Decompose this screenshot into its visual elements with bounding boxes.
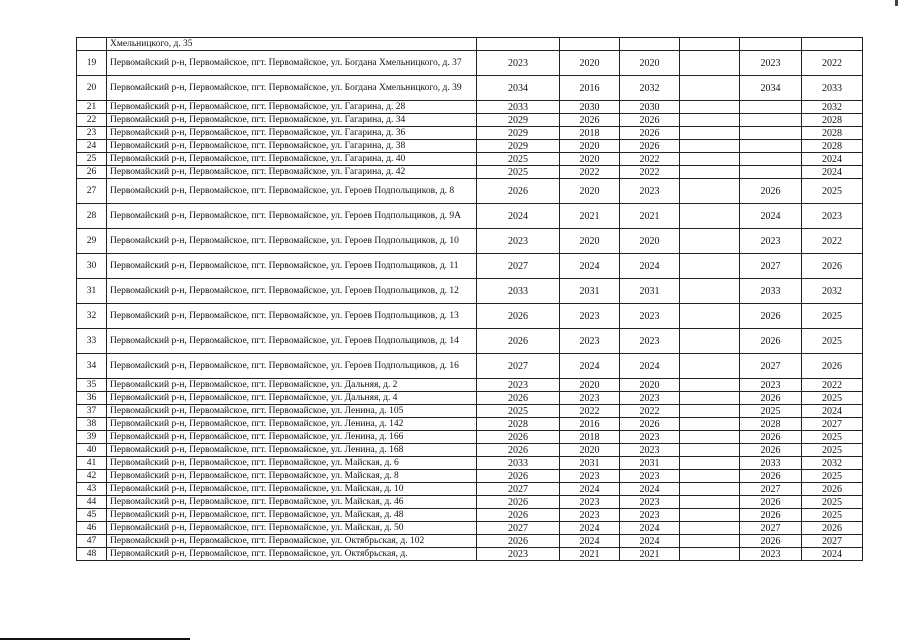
address-cell: Первомайский р-н, Первомайское, пгт. Первомайское, ул. Гагарина, д. 34 <box>107 114 477 127</box>
year-cell: 2024 <box>560 254 620 279</box>
year-cell: 2026 <box>620 418 680 431</box>
housing-schedule-table <box>76 37 863 561</box>
year-cell <box>477 38 560 51</box>
row-number-cell: 38 <box>77 418 107 431</box>
year-cell: 2020 <box>560 229 620 254</box>
row-number-cell: 32 <box>77 304 107 329</box>
year-cell: 2023 <box>620 329 680 354</box>
row-number-cell: 26 <box>77 166 107 179</box>
address-cell: Первомайский р-н, Первомайское, пгт. Первомайское, ул. Дальняя, д. 4 <box>107 392 477 405</box>
year-cell: 2027 <box>802 535 863 548</box>
address-cell: Первомайский р-н, Первомайское, пгт. Первомайское, ул. Октябрьская, д. <box>107 548 477 561</box>
address-cell: Первомайский р-н, Первомайское, пгт. Первомайское, ул. Майская, д. 6 <box>107 457 477 470</box>
year-cell <box>680 279 740 304</box>
year-cell: 2034 <box>477 76 560 101</box>
year-cell: 2023 <box>740 379 802 392</box>
year-cell <box>680 496 740 509</box>
year-cell <box>740 114 802 127</box>
row-number-cell: 34 <box>77 354 107 379</box>
table-row <box>77 329 863 354</box>
address-cell: Первомайский р-н, Первомайское, пгт. Первомайское, ул. Гагарина, д. 28 <box>107 101 477 114</box>
year-cell: 2026 <box>477 304 560 329</box>
row-number-cell: 30 <box>77 254 107 279</box>
table-row <box>77 114 863 127</box>
address-cell: Первомайский р-н, Первомайское, пгт. Первомайское, ул. Майская, д. 8 <box>107 470 477 483</box>
year-cell: 2033 <box>477 457 560 470</box>
year-cell: 2021 <box>620 204 680 229</box>
year-cell: 2026 <box>802 483 863 496</box>
row-number-cell: 40 <box>77 444 107 457</box>
year-cell: 2028 <box>740 418 802 431</box>
table-row <box>77 431 863 444</box>
year-cell: 2024 <box>560 483 620 496</box>
year-cell: 2032 <box>802 101 863 114</box>
row-number-cell: 23 <box>77 127 107 140</box>
table-row <box>77 101 863 114</box>
year-cell: 2020 <box>560 379 620 392</box>
year-cell: 2023 <box>560 392 620 405</box>
row-number-cell: 45 <box>77 509 107 522</box>
year-cell: 2022 <box>802 51 863 76</box>
year-cell: 2020 <box>560 51 620 76</box>
year-cell: 2021 <box>620 548 680 561</box>
row-number-cell: 46 <box>77 522 107 535</box>
year-cell <box>680 418 740 431</box>
year-cell: 2026 <box>477 444 560 457</box>
address-cell: Первомайский р-н, Первомайское, пгт. Первомайское, ул. Майская, д. 10 <box>107 483 477 496</box>
year-cell: 2023 <box>477 548 560 561</box>
row-number-cell: 25 <box>77 153 107 166</box>
year-cell: 2028 <box>802 140 863 153</box>
year-cell <box>680 431 740 444</box>
year-cell: 2024 <box>802 405 863 418</box>
year-cell: 2027 <box>802 418 863 431</box>
table-row <box>77 279 863 304</box>
year-cell <box>740 101 802 114</box>
year-cell <box>680 38 740 51</box>
year-cell: 2023 <box>740 548 802 561</box>
year-cell: 2026 <box>740 431 802 444</box>
year-cell <box>620 38 680 51</box>
year-cell: 2028 <box>802 127 863 140</box>
year-cell <box>680 535 740 548</box>
row-number-cell: 35 <box>77 379 107 392</box>
address-cell: Первомайский р-н, Первомайское, пгт. Первомайское, ул. Героев Подпольщиков, д. 10 <box>107 229 477 254</box>
year-cell: 2023 <box>477 51 560 76</box>
year-cell <box>680 329 740 354</box>
year-cell: 2025 <box>802 509 863 522</box>
year-cell: 2022 <box>620 405 680 418</box>
year-cell: 2025 <box>802 329 863 354</box>
year-cell: 2033 <box>740 279 802 304</box>
year-cell: 2025 <box>740 405 802 418</box>
year-cell: 2029 <box>477 127 560 140</box>
year-cell: 2027 <box>477 354 560 379</box>
year-cell: 2026 <box>620 114 680 127</box>
table-row <box>77 470 863 483</box>
year-cell: 2021 <box>560 548 620 561</box>
year-cell: 2026 <box>740 509 802 522</box>
year-cell: 2026 <box>620 127 680 140</box>
row-number-cell: 21 <box>77 101 107 114</box>
table-row <box>77 457 863 470</box>
year-cell: 2026 <box>740 392 802 405</box>
table-row <box>77 51 863 76</box>
year-cell: 2023 <box>620 509 680 522</box>
address-cell: Первомайский р-н, Первомайское, пгт. Первомайское, ул. Героев Подпольщиков, д. 13 <box>107 304 477 329</box>
year-cell <box>680 51 740 76</box>
year-cell: 2026 <box>740 304 802 329</box>
address-cell: Первомайский р-н, Первомайское, пгт. Первомайское, ул. Героев Подпольщиков, д. 14 <box>107 329 477 354</box>
year-cell <box>680 114 740 127</box>
year-cell: 2028 <box>802 114 863 127</box>
row-number-cell: 27 <box>77 179 107 204</box>
year-cell: 2025 <box>802 496 863 509</box>
year-cell: 2027 <box>740 254 802 279</box>
row-number-cell: 37 <box>77 405 107 418</box>
row-number-cell: 29 <box>77 229 107 254</box>
year-cell: 2023 <box>620 496 680 509</box>
year-cell <box>680 392 740 405</box>
year-cell <box>680 204 740 229</box>
year-cell: 2020 <box>560 444 620 457</box>
table-row <box>77 535 863 548</box>
year-cell: 2025 <box>802 444 863 457</box>
row-number-cell: 48 <box>77 548 107 561</box>
table-row <box>77 204 863 229</box>
year-cell: 2027 <box>477 483 560 496</box>
year-cell: 2024 <box>560 522 620 535</box>
year-cell <box>680 140 740 153</box>
year-cell: 2022 <box>802 379 863 392</box>
year-cell: 2029 <box>477 114 560 127</box>
address-cell: Первомайский р-н, Первомайское, пгт. Первомайское, ул. Майская, д. 50 <box>107 522 477 535</box>
year-cell <box>560 38 620 51</box>
year-cell: 2023 <box>620 304 680 329</box>
year-cell: 2026 <box>740 179 802 204</box>
year-cell: 2026 <box>477 509 560 522</box>
year-cell: 2024 <box>740 204 802 229</box>
address-cell: Первомайский р-н, Первомайское, пгт. Первомайское, ул. Богдана Хмельницкого, д. 39 <box>107 76 477 101</box>
year-cell: 2020 <box>560 153 620 166</box>
row-number-cell: 31 <box>77 279 107 304</box>
year-cell: 2033 <box>477 101 560 114</box>
address-cell: Первомайский р-н, Первомайское, пгт. Первомайское, ул. Богдана Хмельницкого, д. 37 <box>107 51 477 76</box>
year-cell: 2023 <box>477 379 560 392</box>
table-row <box>77 496 863 509</box>
year-cell <box>740 140 802 153</box>
year-cell: 2023 <box>620 179 680 204</box>
row-number-cell: 42 <box>77 470 107 483</box>
year-cell: 2023 <box>620 444 680 457</box>
year-cell <box>680 166 740 179</box>
year-cell: 2026 <box>477 329 560 354</box>
year-cell: 2033 <box>740 457 802 470</box>
year-cell: 2026 <box>740 496 802 509</box>
year-cell <box>680 179 740 204</box>
table-row <box>77 418 863 431</box>
year-cell <box>680 254 740 279</box>
year-cell: 2025 <box>802 304 863 329</box>
year-cell: 2026 <box>620 140 680 153</box>
year-cell: 2025 <box>477 153 560 166</box>
table-body <box>77 38 863 561</box>
table-row <box>77 229 863 254</box>
year-cell: 2023 <box>620 470 680 483</box>
address-cell: Первомайский р-н, Первомайское, пгт. Первомайское, ул. Героев Подпольщиков, д. 9А <box>107 204 477 229</box>
row-number-cell: 36 <box>77 392 107 405</box>
year-cell: 2030 <box>620 101 680 114</box>
row-number-cell: 20 <box>77 76 107 101</box>
row-number-cell: 41 <box>77 457 107 470</box>
year-cell: 2025 <box>477 405 560 418</box>
row-number-cell: 43 <box>77 483 107 496</box>
table-row <box>77 354 863 379</box>
year-cell <box>680 470 740 483</box>
address-cell: Первомайский р-н, Первомайское, пгт. Первомайское, ул. Гагарина, д. 40 <box>107 153 477 166</box>
year-cell <box>680 483 740 496</box>
year-cell: 2020 <box>560 140 620 153</box>
year-cell: 2031 <box>620 279 680 304</box>
year-cell: 2033 <box>477 279 560 304</box>
address-cell: Первомайский р-н, Первомайское, пгт. Первомайское, ул. Ленина, д. 105 <box>107 405 477 418</box>
year-cell: 2026 <box>560 114 620 127</box>
table-row <box>77 140 863 153</box>
address-cell: Первомайский р-н, Первомайское, пгт. Первомайское, ул. Гагарина, д. 36 <box>107 127 477 140</box>
address-cell: Первомайский р-н, Первомайское, пгт. Первомайское, ул. Героев Подпольщиков, д. 12 <box>107 279 477 304</box>
year-cell: 2023 <box>620 431 680 444</box>
row-number-cell: 28 <box>77 204 107 229</box>
year-cell: 2024 <box>620 483 680 496</box>
year-cell: 2031 <box>620 457 680 470</box>
year-cell: 2023 <box>560 304 620 329</box>
year-cell: 2032 <box>802 457 863 470</box>
year-cell: 2028 <box>477 418 560 431</box>
year-cell: 2024 <box>620 522 680 535</box>
year-cell: 2026 <box>740 444 802 457</box>
year-cell: 2024 <box>802 548 863 561</box>
year-cell <box>680 457 740 470</box>
year-cell: 2022 <box>560 166 620 179</box>
year-cell <box>680 379 740 392</box>
year-cell: 2032 <box>620 76 680 101</box>
year-cell: 2022 <box>620 153 680 166</box>
year-cell: 2023 <box>477 229 560 254</box>
year-cell: 2023 <box>802 204 863 229</box>
year-cell <box>680 229 740 254</box>
year-cell: 2026 <box>802 354 863 379</box>
year-cell <box>680 354 740 379</box>
row-number-cell <box>77 38 107 51</box>
year-cell: 2025 <box>802 392 863 405</box>
year-cell <box>680 444 740 457</box>
table-row <box>77 379 863 392</box>
year-cell: 2027 <box>740 354 802 379</box>
year-cell: 2027 <box>740 483 802 496</box>
year-cell <box>740 153 802 166</box>
year-cell: 2018 <box>560 431 620 444</box>
year-cell: 2024 <box>802 153 863 166</box>
year-cell: 2025 <box>802 431 863 444</box>
address-cell: Первомайский р-н, Первомайское, пгт. Первомайское, ул. Майская, д. 46 <box>107 496 477 509</box>
row-number-cell: 33 <box>77 329 107 354</box>
year-cell: 2027 <box>477 254 560 279</box>
year-cell: 2027 <box>477 522 560 535</box>
address-cell: Первомайский р-н, Первомайское, пгт. Первомайское, ул. Героев Подпольщиков, д. 8 <box>107 179 477 204</box>
year-cell: 2026 <box>477 431 560 444</box>
year-cell: 2023 <box>560 470 620 483</box>
year-cell: 2024 <box>560 535 620 548</box>
table-row <box>77 405 863 418</box>
year-cell <box>680 522 740 535</box>
row-number-cell: 22 <box>77 114 107 127</box>
table-row <box>77 522 863 535</box>
year-cell: 2024 <box>802 166 863 179</box>
address-cell: Первомайский р-н, Первомайское, пгт. Первомайское, ул. Гагарина, д. 42 <box>107 166 477 179</box>
year-cell: 2026 <box>740 535 802 548</box>
year-cell: 2020 <box>620 229 680 254</box>
address-cell: Первомайский р-н, Первомайское, пгт. Первомайское, ул. Гагарина, д. 38 <box>107 140 477 153</box>
year-cell: 2026 <box>740 329 802 354</box>
year-cell: 2032 <box>802 279 863 304</box>
table-row <box>77 179 863 204</box>
year-cell: 2026 <box>802 522 863 535</box>
table-row <box>77 254 863 279</box>
year-cell: 2020 <box>560 179 620 204</box>
year-cell: 2025 <box>802 470 863 483</box>
address-cell: Первомайский р-н, Первомайское, пгт. Первомайское, ул. Героев Подпольщиков, д. 11 <box>107 254 477 279</box>
year-cell: 2016 <box>560 418 620 431</box>
address-cell: Первомайский р-н, Первомайское, пгт. Первомайское, ул. Октябрьская, д. 102 <box>107 535 477 548</box>
address-cell: Первомайский р-н, Первомайское, пгт. Первомайское, ул. Ленина, д. 166 <box>107 431 477 444</box>
row-number-cell: 24 <box>77 140 107 153</box>
table-row <box>77 392 863 405</box>
address-cell: Первомайский р-н, Первомайское, пгт. Первомайское, ул. Героев Подпольщиков, д. 16 <box>107 354 477 379</box>
year-cell <box>680 153 740 166</box>
table-row <box>77 166 863 179</box>
year-cell: 2026 <box>477 535 560 548</box>
year-cell: 2023 <box>620 392 680 405</box>
year-cell <box>680 127 740 140</box>
table-row <box>77 509 863 522</box>
year-cell: 2027 <box>740 522 802 535</box>
year-cell <box>680 101 740 114</box>
year-cell: 2022 <box>802 229 863 254</box>
year-cell <box>802 38 863 51</box>
row-number-cell: 39 <box>77 431 107 444</box>
table-row <box>77 153 863 166</box>
year-cell <box>740 38 802 51</box>
year-cell: 2024 <box>620 535 680 548</box>
table-row <box>77 76 863 101</box>
year-cell: 2020 <box>620 379 680 392</box>
table-row <box>77 548 863 561</box>
year-cell: 2025 <box>477 166 560 179</box>
document-sheet <box>76 37 862 561</box>
year-cell <box>740 127 802 140</box>
year-cell: 2026 <box>477 392 560 405</box>
year-cell <box>740 166 802 179</box>
year-cell: 2024 <box>560 354 620 379</box>
year-cell: 2020 <box>620 51 680 76</box>
year-cell <box>680 548 740 561</box>
year-cell: 2025 <box>802 179 863 204</box>
address-cell: Первомайский р-н, Первомайское, пгт. Первомайское, ул. Ленина, д. 142 <box>107 418 477 431</box>
table-row <box>77 304 863 329</box>
address-cell: Первомайский р-н, Первомайское, пгт. Первомайское, ул. Ленина, д. 168 <box>107 444 477 457</box>
year-cell: 2023 <box>740 51 802 76</box>
table-row <box>77 444 863 457</box>
table-row-continuation <box>77 38 863 51</box>
year-cell: 2023 <box>740 229 802 254</box>
address-cell: Первомайский р-н, Первомайское, пгт. Первомайское, ул. Дальняя, д. 2 <box>107 379 477 392</box>
year-cell: 2026 <box>477 470 560 483</box>
year-cell <box>680 76 740 101</box>
year-cell: 2026 <box>802 254 863 279</box>
row-number-cell: 44 <box>77 496 107 509</box>
year-cell: 2022 <box>620 166 680 179</box>
year-cell: 2022 <box>560 405 620 418</box>
year-cell: 2023 <box>560 509 620 522</box>
year-cell: 2021 <box>560 204 620 229</box>
year-cell: 2031 <box>560 457 620 470</box>
table-row <box>77 483 863 496</box>
year-cell: 2026 <box>477 496 560 509</box>
year-cell: 2026 <box>740 470 802 483</box>
year-cell: 2031 <box>560 279 620 304</box>
year-cell: 2023 <box>560 329 620 354</box>
address-cell: Хмельницкого, д. 35 <box>107 38 477 51</box>
address-cell: Первомайский р-н, Первомайское, пгт. Первомайское, ул. Майская, д. 48 <box>107 509 477 522</box>
year-cell <box>680 509 740 522</box>
year-cell: 2018 <box>560 127 620 140</box>
year-cell: 2030 <box>560 101 620 114</box>
year-cell: 2024 <box>620 254 680 279</box>
year-cell: 2024 <box>477 204 560 229</box>
row-number-cell: 47 <box>77 535 107 548</box>
year-cell <box>680 304 740 329</box>
year-cell: 2033 <box>802 76 863 101</box>
year-cell: 2029 <box>477 140 560 153</box>
year-cell: 2024 <box>620 354 680 379</box>
year-cell: 2016 <box>560 76 620 101</box>
year-cell <box>680 405 740 418</box>
year-cell: 2023 <box>560 496 620 509</box>
table-row <box>77 127 863 140</box>
year-cell: 2026 <box>477 179 560 204</box>
row-number-cell: 19 <box>77 51 107 76</box>
year-cell: 2034 <box>740 76 802 101</box>
